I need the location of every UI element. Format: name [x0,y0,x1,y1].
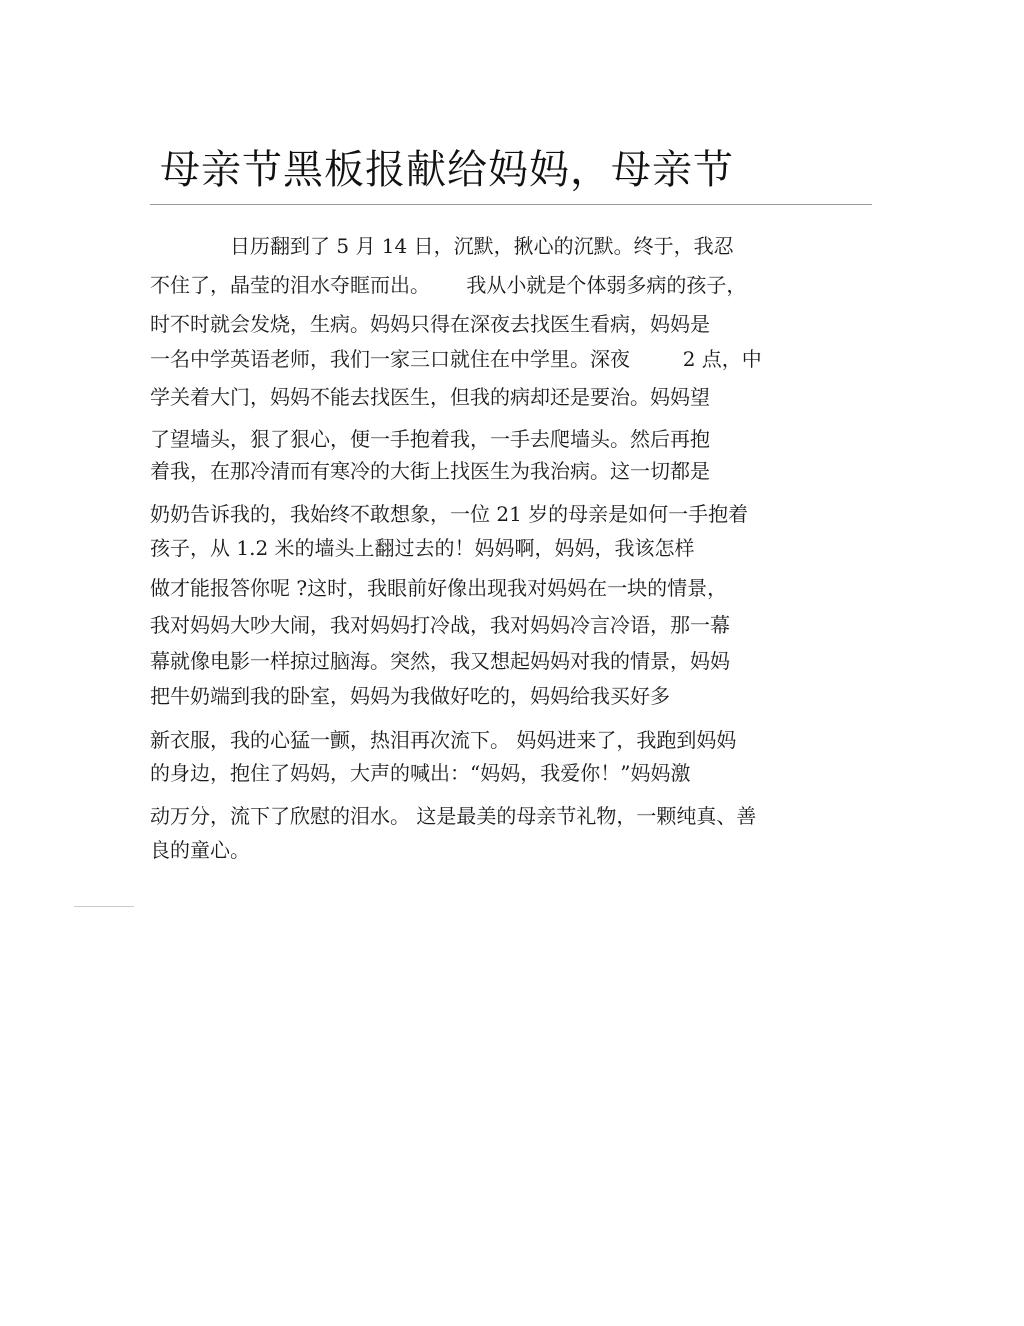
paragraph-line: 的身边，抱住了妈妈，大声的喊出：“妈妈，我爱你！”妈妈激 [150,761,691,785]
footer-mark [74,906,134,907]
paragraph-line: 良的童心。 [150,838,250,862]
paragraph-line: 动万分，流下了欣慰的泪水。 这是最美的母亲节礼物，一颗纯真、善 [150,804,757,828]
paragraph-line: 时不时就会发烧，生病。妈妈只得在深夜去找医生看病，妈妈是 [150,312,710,336]
paragraph-line: 孩子，从 1.2 米的墙头上翻过去的！妈妈啊，妈妈，我该怎样 [150,536,695,560]
page-title: 母亲节黑板报献给妈妈，母亲节 [160,147,734,193]
paragraph-line: 一名中学英语老师，我们一家三口就住在中学里。深夜 2 点，中 [150,347,762,371]
paragraph-line: 新衣服，我的心猛一颤，热泪再次流下。 妈妈进来了，我跑到妈妈 [150,728,737,752]
paragraph-line: 奶奶告诉我的，我始终不敢想象，一位 21 岁的母亲是如何一手抱着 [150,502,749,526]
paragraph-line: 做才能报答你呢 ?这时，我眼前好像出现我对妈妈在一块的情景， [150,576,728,600]
paragraph-line: 着我，在那冷清而有寒冷的大街上找医生为我治病。这一切都是 [150,459,710,483]
paragraph-line: 不住了，晶莹的泪水夺眶而出。 我从小就是个体弱多病的孩子， [150,273,747,297]
paragraph-line: 学关着大门，妈妈不能去找医生，但我的病却还是要治。妈妈望 [150,385,710,409]
paragraph-line: 了望墙头，狠了狠心，便一手抱着我，一手去爬墙头。然后再抱 [150,427,710,451]
title-divider [150,204,872,205]
paragraph-line: 幕就像电影一样掠过脑海。突然，我又想起妈妈对我的情景，妈妈 [150,649,730,673]
paragraph-line: 日历翻到了 5 月 14 日，沉默，揪心的沉默。终于，我忍 [150,234,734,258]
paragraph-line: 我对妈妈大吵大闹，我对妈妈打冷战，我对妈妈冷言冷语，那一幕 [150,613,730,637]
paragraph-line: 把牛奶端到我的卧室，妈妈为我做好吃的，妈妈给我买好多 [150,684,670,708]
